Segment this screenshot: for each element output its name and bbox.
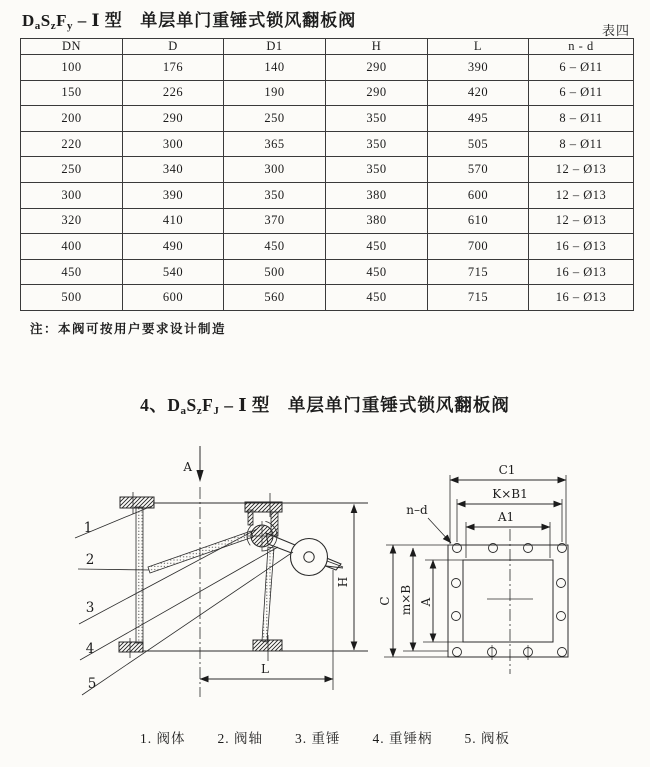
table-row — [21, 131, 634, 157]
table-row — [21, 157, 634, 183]
table-row — [21, 259, 634, 285]
table-cell: 16 – Ø13 — [529, 285, 634, 311]
table-cell: 100 — [21, 55, 123, 81]
table-cell: 700 — [428, 234, 529, 260]
valve-model-code: $D_aS_zF_y$ – Ⅰ 型 — [22, 11, 123, 32]
legend-item: 5. 阀板 — [464, 731, 510, 746]
table-cell: 8 – Ø11 — [529, 106, 634, 132]
part-label-5: 5 — [87, 676, 97, 692]
table-cell: 6 – Ø11 — [529, 55, 634, 81]
table-cell: 200 — [21, 106, 123, 132]
part-label-1: 1 — [83, 520, 93, 536]
table-cell: 390 — [428, 55, 529, 81]
section-arrowhead — [196, 470, 203, 482]
table-cell: 320 — [21, 208, 123, 234]
table-cell: 220 — [21, 131, 123, 157]
dim-label-L: L — [261, 662, 269, 676]
shaft-bracket-left — [248, 510, 253, 525]
section-number: 4、 — [140, 395, 168, 415]
table-cell: 350 — [326, 106, 428, 132]
dim-label-mxB: m×B — [399, 584, 413, 616]
table-cell: 450 — [21, 259, 123, 285]
table-cell: 450 — [326, 234, 428, 260]
valve-technical-drawing — [0, 430, 650, 725]
table-cell: 370 — [224, 208, 326, 234]
flange-opening — [463, 560, 553, 642]
table-row — [21, 208, 634, 234]
side-view-drawing — [75, 446, 368, 697]
part-label-4: 4 — [85, 641, 95, 657]
weight-hammer — [291, 539, 328, 576]
bolt-holes — [452, 544, 567, 661]
dim-label-nd: n–d — [406, 503, 428, 517]
table-cell: 450 — [326, 285, 428, 311]
leader-4 — [80, 547, 278, 660]
table-cell: 16 – Ø13 — [529, 234, 634, 260]
bottom-left-flange — [119, 642, 143, 652]
dimension-table-body — [21, 55, 634, 311]
legend-item: 2. 阀轴 — [217, 731, 263, 746]
legend-item: 4. 重锤柄 — [372, 731, 433, 746]
page-title — [22, 6, 356, 32]
table-cell: 300 — [123, 131, 224, 157]
dimension-table — [20, 38, 634, 311]
table-cell: 16 – Ø13 — [529, 259, 634, 285]
table-cell: 390 — [123, 182, 224, 208]
table-cell: 290 — [123, 106, 224, 132]
table-cell: 600 — [123, 285, 224, 311]
legend-item: 1. 阀体 — [140, 731, 186, 746]
table-cell: 350 — [224, 182, 326, 208]
table-cell: 600 — [428, 182, 529, 208]
table-cell: 560 — [224, 285, 326, 311]
left-wall — [136, 507, 143, 643]
table-cell: 12 – Ø13 — [529, 157, 634, 183]
table-row — [21, 55, 634, 81]
table-cell: 12 – Ø13 — [529, 208, 634, 234]
right-wall — [262, 547, 274, 642]
table-cell: 410 — [123, 208, 224, 234]
column-header: D — [123, 39, 224, 55]
nd-leader — [428, 518, 451, 543]
table-cell: 570 — [428, 157, 529, 183]
table-cell: 495 — [428, 106, 529, 132]
table-cell: 350 — [326, 131, 428, 157]
table-row — [21, 285, 634, 311]
table-row — [21, 106, 634, 132]
table-cell: 250 — [21, 157, 123, 183]
table-cell: 190 — [224, 80, 326, 106]
table-cell: 290 — [326, 55, 428, 81]
table-cell: 8 – Ø11 — [529, 131, 634, 157]
table-cell: 350 — [326, 157, 428, 183]
table-cell: 500 — [21, 285, 123, 311]
valve-plate — [148, 531, 253, 573]
part-label-3: 3 — [85, 600, 95, 616]
dim-label-C1: C1 — [498, 463, 516, 477]
dim-label-C: C — [378, 596, 392, 606]
valve-product-name: 单层单门重锤式锁风翻板阀 — [140, 11, 357, 30]
dim-label-A1: A1 — [497, 510, 515, 524]
dim-label-A: A — [419, 597, 433, 607]
table-row — [21, 182, 634, 208]
column-header: DN — [21, 39, 123, 55]
table-cell: 290 — [326, 80, 428, 106]
section-label-A: A — [183, 460, 192, 474]
parts-legend — [0, 727, 650, 747]
top-left-flange — [120, 497, 154, 508]
section-product-name: 单层单门重锤式锁风翻板阀 — [287, 395, 510, 415]
table-cell: 540 — [123, 259, 224, 285]
table-caption: 表四 — [601, 23, 630, 38]
column-header: H — [326, 39, 428, 55]
table-cell: 226 — [123, 80, 224, 106]
part-label-2: 2 — [85, 552, 95, 568]
column-header: n - d — [529, 39, 634, 55]
table-row — [21, 80, 634, 106]
table-cell: 176 — [123, 55, 224, 81]
table-cell: 500 — [224, 259, 326, 285]
table-cell: 150 — [21, 80, 123, 106]
table-note: 注：本阀可按用户要求设计制造 — [30, 322, 227, 336]
flange-outline — [448, 545, 568, 657]
table-cell: 380 — [326, 182, 428, 208]
dimension-table-header — [21, 39, 634, 55]
section-title — [0, 392, 650, 417]
table-cell: 400 — [21, 234, 123, 260]
dim-label-H: H — [336, 576, 350, 588]
table-cell: 420 — [428, 80, 529, 106]
table-cell: 140 — [224, 55, 326, 81]
bottom-right-flange — [253, 640, 282, 651]
table-cell: 12 – Ø13 — [529, 182, 634, 208]
table-cell: 6 – Ø11 — [529, 80, 634, 106]
table-row — [21, 234, 634, 260]
column-header: D1 — [224, 39, 326, 55]
table-cell: 340 — [123, 157, 224, 183]
section-model-code: $D_aS_zF_J$ – Ⅰ 型 — [167, 395, 270, 417]
table-cell: 490 — [123, 234, 224, 260]
table-cell: 610 — [428, 208, 529, 234]
table-cell: 300 — [21, 182, 123, 208]
table-cell: 450 — [224, 234, 326, 260]
table-cell: 365 — [224, 131, 326, 157]
table-cell: 380 — [326, 208, 428, 234]
column-header: L — [428, 39, 529, 55]
table-cell: 450 — [326, 259, 428, 285]
table-cell: 250 — [224, 106, 326, 132]
table-cell: 505 — [428, 131, 529, 157]
dim-label-KxB1: K×B1 — [492, 487, 528, 501]
table-cell: 715 — [428, 259, 529, 285]
table-cell: 300 — [224, 157, 326, 183]
legend-item: 3. 重锤 — [295, 731, 341, 746]
table-cell: 715 — [428, 285, 529, 311]
